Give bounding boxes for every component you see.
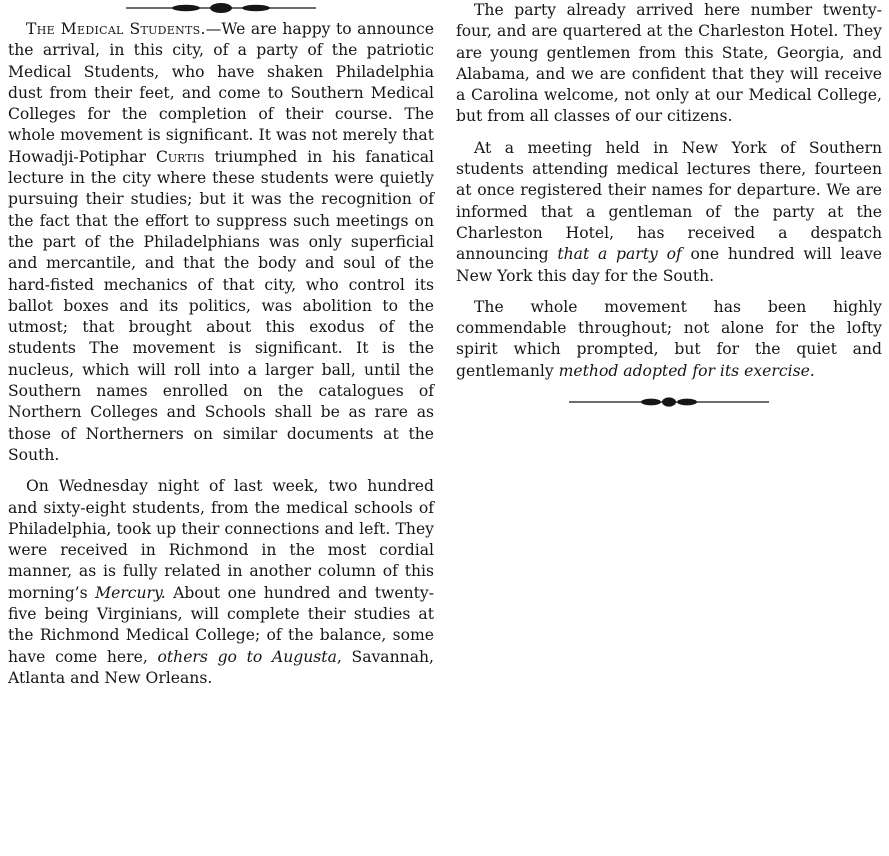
- newspaper-name: Mercury.: [95, 583, 166, 602]
- paragraph-4: [456, 138, 882, 287]
- paragraph-3: The party already arrived here number twenty-four, and are quartered at the Charleston Hotel. They are young gentlemen from this State, Georgia, and Alabama, and we are confident that they will receive a Carolina welcome, not only at our Medical College, but from all classes of our citizens.: [456, 1, 882, 126]
- paragraph-2-tail: , Savannah, Atlanta and New Orleans.: [8, 647, 434, 687]
- paragraph-2-lead: On Wednesday night of last week, two hundred and sixty-eight students, from the medical schools of Philadelphia, took up their connections and left. They were received in Richmond in the most cordial manner, as is fully related in another column of this morning’s: [8, 477, 434, 602]
- left-column: [8, 0, 434, 689]
- paragraph-4-italic: that a party of: [557, 245, 682, 264]
- paragraph-5-italic: method adopted for its exercise.: [558, 361, 815, 380]
- ornamental-rule-top: [126, 2, 316, 14]
- paragraph-2: [8, 476, 434, 689]
- paragraph-1-rest: triumphed in his fanatical lecture in the city where these students were quietly pursuing their studies; but it was the recognition of the fact that the effort to suppress such meetings on the part of the Philadelphians was only superficial and mercantile, and that the body and soul of the hard-fisted mechanics of that city, who control its ballot boxes and its politics, was abolition to the utmost; that brought about this exodus of the students The movement is significant. It is the nucleus, which will roll into a larger ball, until the Southern names enrolled on the catalogues of Northern Colleges and Schools shall be as rare as those of Northerners on similar documents at the South.: [8, 147, 434, 464]
- paragraph-5: [456, 297, 882, 382]
- paragraph-5-lead: The whole movement has been highly commendable throughout; not alone for the lofty spirit which prompted, but for the quiet and gentlemanly: [456, 297, 882, 380]
- paragraph-2-italic: others go to Augusta: [157, 647, 337, 666]
- name-curtis: Curtis: [155, 147, 205, 166]
- ornamental-rule-bottom: [569, 396, 769, 408]
- paragraph-1-lead: —We are happy to announce the arrival, in this city, of a party of the patriotic Medical Students, who have shaken Philadelphia dust from their feet, and come to Southern Medical Colleges for the completion of their course. The whole movement is significant. It was not merely that Howadji-Potiphar: [8, 20, 434, 166]
- paragraph-2-mid: About one hundred and twenty-five being Virginians, will complete their studies at the Richmond Medical College; of the balance, some have come here,: [8, 583, 434, 666]
- paragraph-4-tail: one hundred will leave New York this day for the South.: [456, 245, 883, 285]
- headline: The Medical Students.: [26, 20, 206, 38]
- paragraph-1: [8, 19, 434, 466]
- paragraph-4-lead: At a meeting held in New York of Southern students attending medical lectures there, fourteen at once registered their names for departure. We are informed that a gentleman of the party at the Charleston Hotel, has received a despatch announcing: [456, 138, 882, 264]
- right-column: [456, 0, 882, 408]
